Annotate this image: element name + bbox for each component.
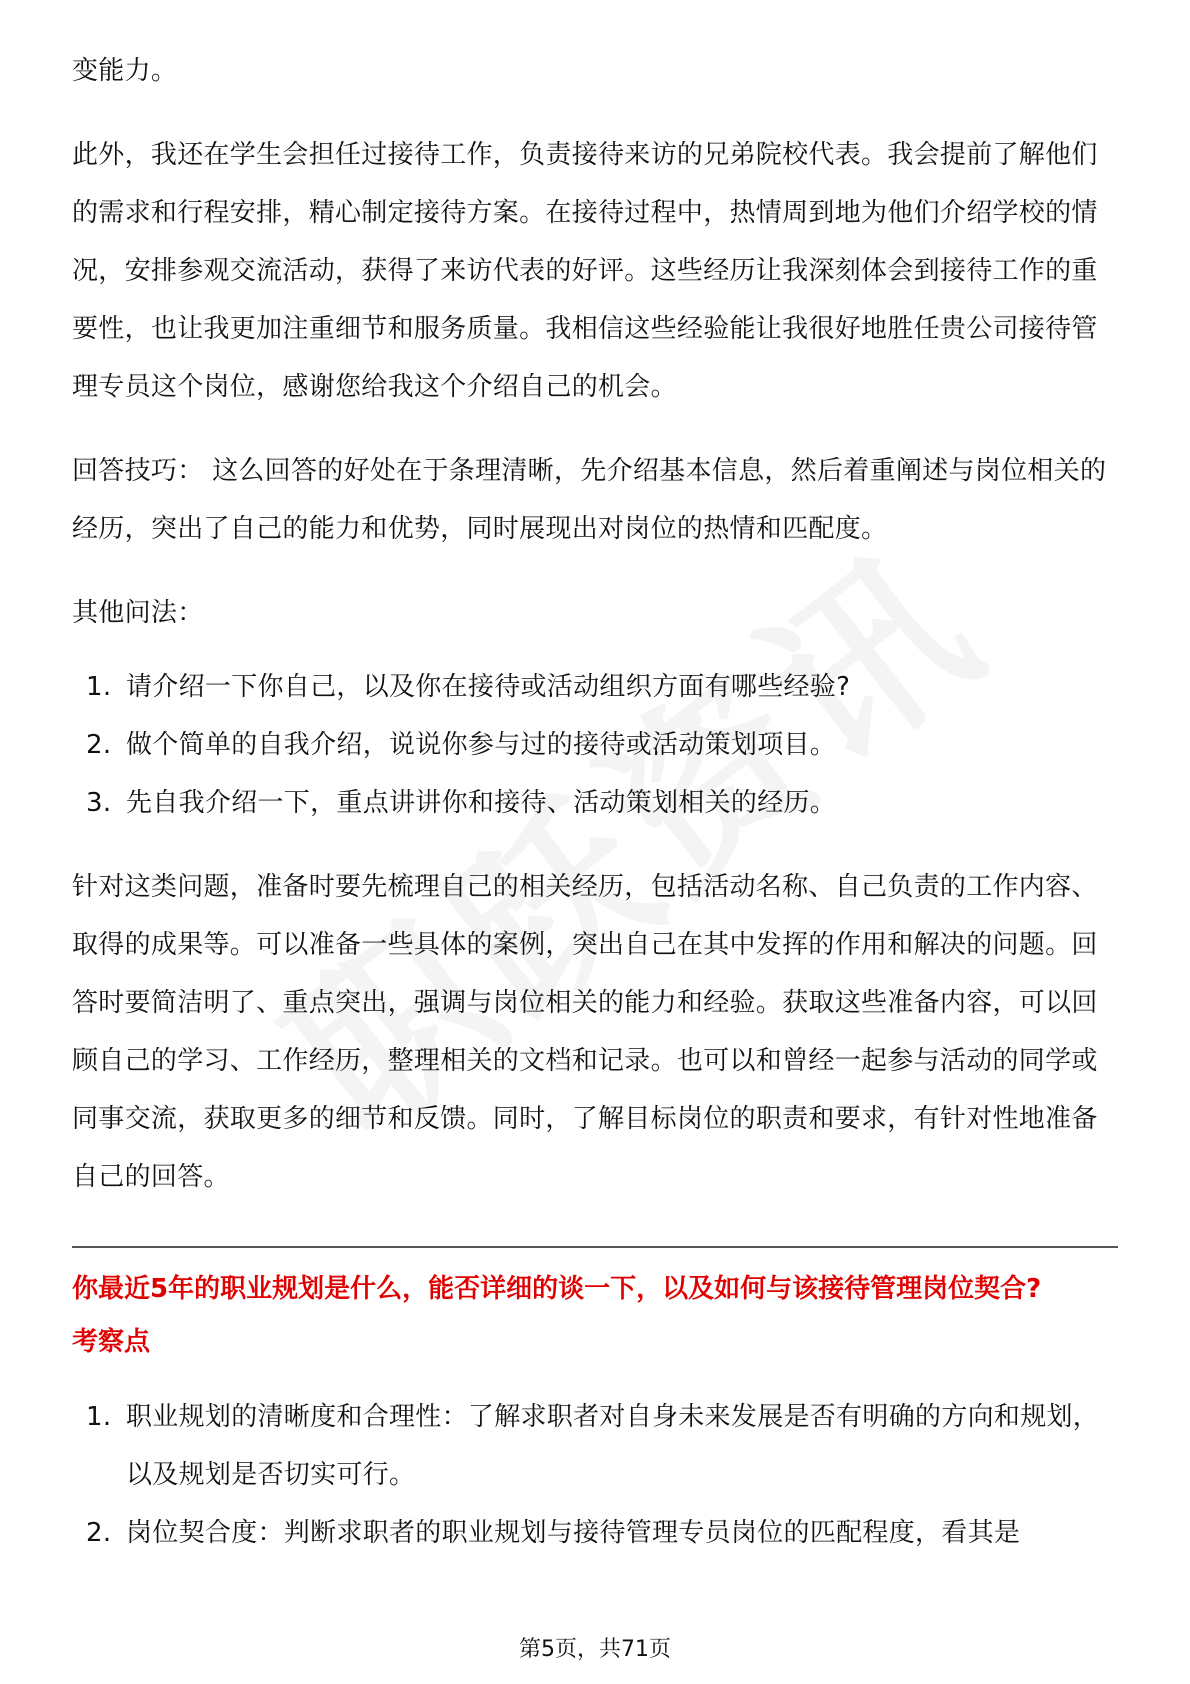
list-number: 3.	[86, 788, 112, 818]
list-item	[72, 1388, 1118, 1504]
list-number: 1.	[86, 672, 112, 702]
assessment-points-list	[72, 1388, 1118, 1562]
list-item	[72, 658, 1118, 716]
page-footer: 第5页，共71页	[519, 1637, 671, 1662]
list-item-text: 做个简单的自我介绍，说说你参与过的接待或活动策划项目。	[126, 730, 837, 760]
other-questions-list	[72, 658, 1118, 832]
list-item	[72, 774, 1118, 832]
paragraph-preparation-advice: 针对这类问题，准备时要先梳理自己的相关经历，包括活动名称、自己负责的工作内容、取得的成果等。可以准备一些具体的案例，突出自己在其中发挥的作用和解决的问题。回答时要简洁明了、重点突出，强调与岗位相关的能力和经验。获取这些准备内容，可以回顾自己的学习、工作经历，整理相关的文档和记录。也可以和曾经一起参与活动的同学或同事交流，获取更多的细节和反馈。同时，了解目标岗位的职责和要求，有针对性地准备自己的回答。	[72, 872, 1098, 1192]
list-item-text: 先自我介绍一下，重点讲讲你和接待、活动策划相关的经历。	[126, 788, 837, 818]
paragraph-experience: 此外，我还在学生会担任过接待工作，负责接待来访的兄弟院校代表。我会提前了解他们的需求和行程安排，精心制定接待方案。在接待过程中，热情周到地为他们介绍学校的情况，安排参观交流活动，获得了来访代表的好评。这些经历让我深刻体会到接待工作的重要性，也让我更加注重细节和服务质量。我相信这些经验能让我很好地胜任贵公司接待管理专员这个岗位，感谢您给我这个介绍自己的机会。	[72, 140, 1098, 402]
list-item	[72, 1504, 1118, 1562]
question-heading: 你最近5年的职业规划是什么，能否详细的谈一下，以及如何与该接待管理岗位契合?	[72, 1274, 1042, 1304]
paragraph-continuation: 变能力。	[72, 56, 178, 86]
page-content	[72, 42, 1118, 1562]
paragraph-answer-tips: 回答技巧： 这么回答的好处在于条理清晰，先介绍基本信息，然后着重阐述与岗位相关的经历，突出了自己的能力和优势，同时展现出对岗位的热情和匹配度。	[72, 456, 1107, 544]
list-number: 1.	[86, 1402, 112, 1432]
list-item-text: 请介绍一下你自己，以及你在接待或活动组织方面有哪些经验?	[126, 672, 851, 702]
list-number: 2.	[86, 730, 112, 760]
list-item-text: 职业规划的清晰度和合理性：了解求职者对自身未来发展是否有明确的方向和规划，以及规划是否切实可行。	[126, 1402, 1100, 1490]
list-item-text: 岗位契合度：判断求职者的职业规划与接待管理专员岗位的匹配程度，看其是	[126, 1518, 1021, 1548]
other-questions-label: 其他问法：	[72, 598, 204, 628]
assessment-points-heading: 考察点	[72, 1327, 151, 1357]
list-number: 2.	[86, 1518, 112, 1548]
list-item	[72, 716, 1118, 774]
